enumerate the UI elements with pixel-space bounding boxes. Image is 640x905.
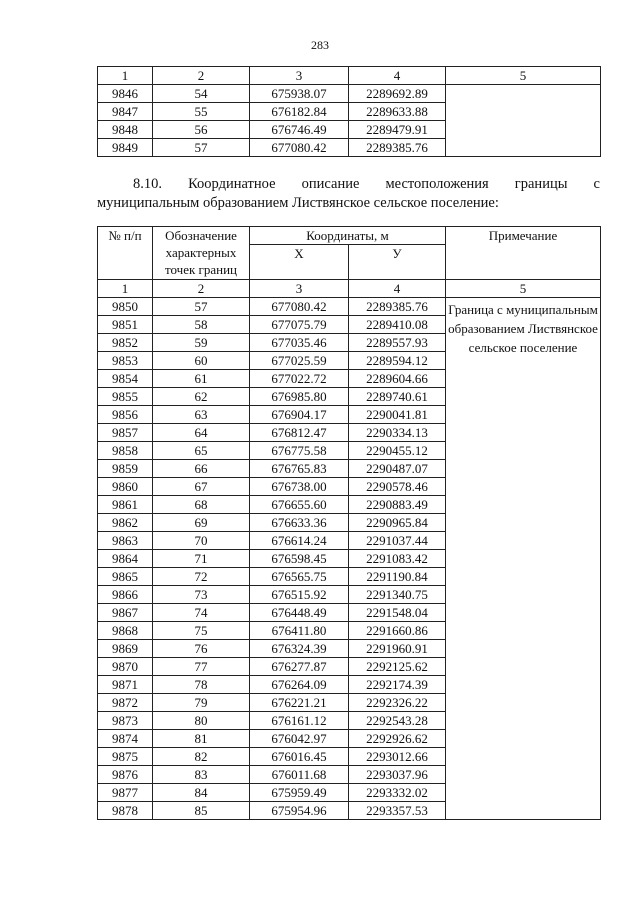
table-cell: 2293037.96 xyxy=(349,766,446,784)
heading-word: 8.10. xyxy=(133,176,162,192)
table-cell: 2290578.46 xyxy=(349,478,446,496)
table-cell: 9876 xyxy=(98,766,153,784)
table-cell: 75 xyxy=(153,622,250,640)
index-cell: 5 xyxy=(446,67,601,85)
table-cell: 676765.83 xyxy=(250,460,349,478)
table-cell: 62 xyxy=(153,388,250,406)
table-cell: 56 xyxy=(153,121,250,139)
header-number: № п/п xyxy=(98,227,153,280)
table-cell: 58 xyxy=(153,316,250,334)
table-cell: 9860 xyxy=(98,478,153,496)
table-cell: 2292926.62 xyxy=(349,730,446,748)
table-cell: 9865 xyxy=(98,568,153,586)
table-cell: 2290334.13 xyxy=(349,424,446,442)
index-cell: 4 xyxy=(349,280,446,298)
index-cell: 2 xyxy=(153,67,250,85)
table-cell: 676655.60 xyxy=(250,496,349,514)
heading-word: местоположения xyxy=(385,176,489,192)
table-cell: 54 xyxy=(153,85,250,103)
table-cell: 85 xyxy=(153,802,250,820)
header-coordinates: Координаты, м xyxy=(250,227,446,245)
table-cell: 9866 xyxy=(98,586,153,604)
table-cell: 71 xyxy=(153,550,250,568)
table-cell: 9872 xyxy=(98,694,153,712)
table-cell: 9848 xyxy=(98,121,153,139)
table-cell: 9847 xyxy=(98,103,153,121)
table-cell: 676598.45 xyxy=(250,550,349,568)
table-cell: 2291037.44 xyxy=(349,532,446,550)
table-cell: 72 xyxy=(153,568,250,586)
table-cell: 2291960.91 xyxy=(349,640,446,658)
table-header-row xyxy=(98,227,601,245)
table-cell: 59 xyxy=(153,334,250,352)
table-cell: 677035.46 xyxy=(250,334,349,352)
table-cell: 9864 xyxy=(98,550,153,568)
table-cell: 2293332.02 xyxy=(349,784,446,802)
table-cell: 9859 xyxy=(98,460,153,478)
table-cell: 2292326.22 xyxy=(349,694,446,712)
table-cell: 65 xyxy=(153,442,250,460)
table-cell: 73 xyxy=(153,586,250,604)
table-cell: 68 xyxy=(153,496,250,514)
table-cell: 676016.45 xyxy=(250,748,349,766)
table-cell: 2289385.76 xyxy=(349,139,446,157)
table-cell: 675959.49 xyxy=(250,784,349,802)
table-cell: 677080.42 xyxy=(250,139,349,157)
table-cell: 2290487.07 xyxy=(349,460,446,478)
table-cell: 76 xyxy=(153,640,250,658)
table-cell: 9849 xyxy=(98,139,153,157)
header-y: У xyxy=(349,245,446,280)
table-cell: 2290883.49 xyxy=(349,496,446,514)
table-cell: 9874 xyxy=(98,730,153,748)
table-cell: 9869 xyxy=(98,640,153,658)
heading-word: границы xyxy=(514,176,568,192)
table-cell: 77 xyxy=(153,658,250,676)
table-cell: 84 xyxy=(153,784,250,802)
table-cell: 676812.47 xyxy=(250,424,349,442)
table-cell: 9875 xyxy=(98,748,153,766)
table-cell: 676011.68 xyxy=(250,766,349,784)
table-cell: 80 xyxy=(153,712,250,730)
table-cell: 676904.17 xyxy=(250,406,349,424)
table-cell: 57 xyxy=(153,139,250,157)
table-cell: 2289740.61 xyxy=(349,388,446,406)
table-cell: 74 xyxy=(153,604,250,622)
table-cell: 2291340.75 xyxy=(349,586,446,604)
table-cell: 2291548.04 xyxy=(349,604,446,622)
table-cell: 676746.49 xyxy=(250,121,349,139)
index-cell: 3 xyxy=(250,280,349,298)
table-cell: 676448.49 xyxy=(250,604,349,622)
index-cell: 4 xyxy=(349,67,446,85)
boundary-coordinates-table xyxy=(97,226,601,820)
table-cell: 9863 xyxy=(98,532,153,550)
table-cell: 676264.09 xyxy=(250,676,349,694)
table-cell: 676221.21 xyxy=(250,694,349,712)
table-cell: 9867 xyxy=(98,604,153,622)
table-cell: 9868 xyxy=(98,622,153,640)
index-cell: 5 xyxy=(446,280,601,298)
table-cell: 2292543.28 xyxy=(349,712,446,730)
table-cell: 9852 xyxy=(98,334,153,352)
table-cell: 78 xyxy=(153,676,250,694)
table-cell: 675938.07 xyxy=(250,85,349,103)
table-cell: 63 xyxy=(153,406,250,424)
header-note: Примечание xyxy=(446,227,601,280)
table-cell: 2290041.81 xyxy=(349,406,446,424)
table-cell: 2291660.86 xyxy=(349,622,446,640)
table-row xyxy=(98,85,601,103)
header-x: X xyxy=(250,245,349,280)
heading-word: описание xyxy=(301,176,360,192)
table-cell: 9877 xyxy=(98,784,153,802)
table-cell: 9861 xyxy=(98,496,153,514)
table-cell: 9858 xyxy=(98,442,153,460)
table-cell: 676161.12 xyxy=(250,712,349,730)
page-number: 283 xyxy=(311,38,329,52)
table-cell: 60 xyxy=(153,352,250,370)
table-cell: 9857 xyxy=(98,424,153,442)
table-cell: 2290455.12 xyxy=(349,442,446,460)
table-cell: 676411.80 xyxy=(250,622,349,640)
section-heading xyxy=(97,175,600,213)
heading-word: Координатное xyxy=(188,176,276,192)
table-cell: 2289633.88 xyxy=(349,103,446,121)
index-cell: 2 xyxy=(153,280,250,298)
table-index-row xyxy=(98,280,601,298)
table-cell: 677075.79 xyxy=(250,316,349,334)
table-cell: 61 xyxy=(153,370,250,388)
table-cell: 69 xyxy=(153,514,250,532)
table-cell: 2293012.66 xyxy=(349,748,446,766)
index-cell: 3 xyxy=(250,67,349,85)
table-cell: 2291190.84 xyxy=(349,568,446,586)
table-cell: 677080.42 xyxy=(250,298,349,316)
table-cell: 66 xyxy=(153,460,250,478)
table-cell: 2289385.76 xyxy=(349,298,446,316)
table-cell: 83 xyxy=(153,766,250,784)
table-cell: 2292174.39 xyxy=(349,676,446,694)
table-cell: 81 xyxy=(153,730,250,748)
table-cell: 676515.92 xyxy=(250,586,349,604)
table-cell: 2289479.91 xyxy=(349,121,446,139)
index-cell: 1 xyxy=(98,67,153,85)
table-cell: 9870 xyxy=(98,658,153,676)
heading-word: с xyxy=(593,176,600,192)
table-cell: 9878 xyxy=(98,802,153,820)
table-cell: 9862 xyxy=(98,514,153,532)
table-cell: 70 xyxy=(153,532,250,550)
table-cell: 2290965.84 xyxy=(349,514,446,532)
table-cell: 9854 xyxy=(98,370,153,388)
table-cell: 676277.87 xyxy=(250,658,349,676)
table-cell: 676324.39 xyxy=(250,640,349,658)
table-cell: 9856 xyxy=(98,406,153,424)
table-cell: 676614.24 xyxy=(250,532,349,550)
table-cell: 676985.80 xyxy=(250,388,349,406)
table-cell: 9873 xyxy=(98,712,153,730)
table-cell: 676775.58 xyxy=(250,442,349,460)
note-cell xyxy=(446,85,601,157)
table-cell: 677022.72 xyxy=(250,370,349,388)
table-cell: 676565.75 xyxy=(250,568,349,586)
table-index-row xyxy=(98,67,601,85)
table-cell: 57 xyxy=(153,298,250,316)
table-cell: 676182.84 xyxy=(250,103,349,121)
table-cell: 2289594.12 xyxy=(349,352,446,370)
table-cell: 9871 xyxy=(98,676,153,694)
table-cell: 2289692.89 xyxy=(349,85,446,103)
table-cell: 2293357.53 xyxy=(349,802,446,820)
table-cell: 675954.96 xyxy=(250,802,349,820)
table-cell: 2292125.62 xyxy=(349,658,446,676)
table-cell: 64 xyxy=(153,424,250,442)
table-cell: 9855 xyxy=(98,388,153,406)
section-heading-line2: муниципальным образованием Листвянское сельское поселение: xyxy=(97,195,499,211)
table-cell: 2291083.42 xyxy=(349,550,446,568)
index-cell: 1 xyxy=(98,280,153,298)
table-cell: 676042.97 xyxy=(250,730,349,748)
table-cell: 9850 xyxy=(98,298,153,316)
table-cell: 676633.36 xyxy=(250,514,349,532)
table-cell: 2289604.66 xyxy=(349,370,446,388)
table-cell: 2289410.08 xyxy=(349,316,446,334)
section-heading-line1 xyxy=(97,175,600,194)
continued-coordinates-table xyxy=(97,66,601,157)
table-cell: 677025.59 xyxy=(250,352,349,370)
header-designation: Обозначение характерных точек границ xyxy=(153,227,250,280)
table-row xyxy=(98,298,601,316)
table-cell: 2289557.93 xyxy=(349,334,446,352)
note-cell: Граница с муниципальным образованием Листвянское сельское поселение xyxy=(446,298,601,820)
table-cell: 676738.00 xyxy=(250,478,349,496)
table-cell: 9846 xyxy=(98,85,153,103)
table-cell: 55 xyxy=(153,103,250,121)
table-cell: 67 xyxy=(153,478,250,496)
table-cell: 9851 xyxy=(98,316,153,334)
table-cell: 79 xyxy=(153,694,250,712)
table-cell: 9853 xyxy=(98,352,153,370)
table-cell: 82 xyxy=(153,748,250,766)
